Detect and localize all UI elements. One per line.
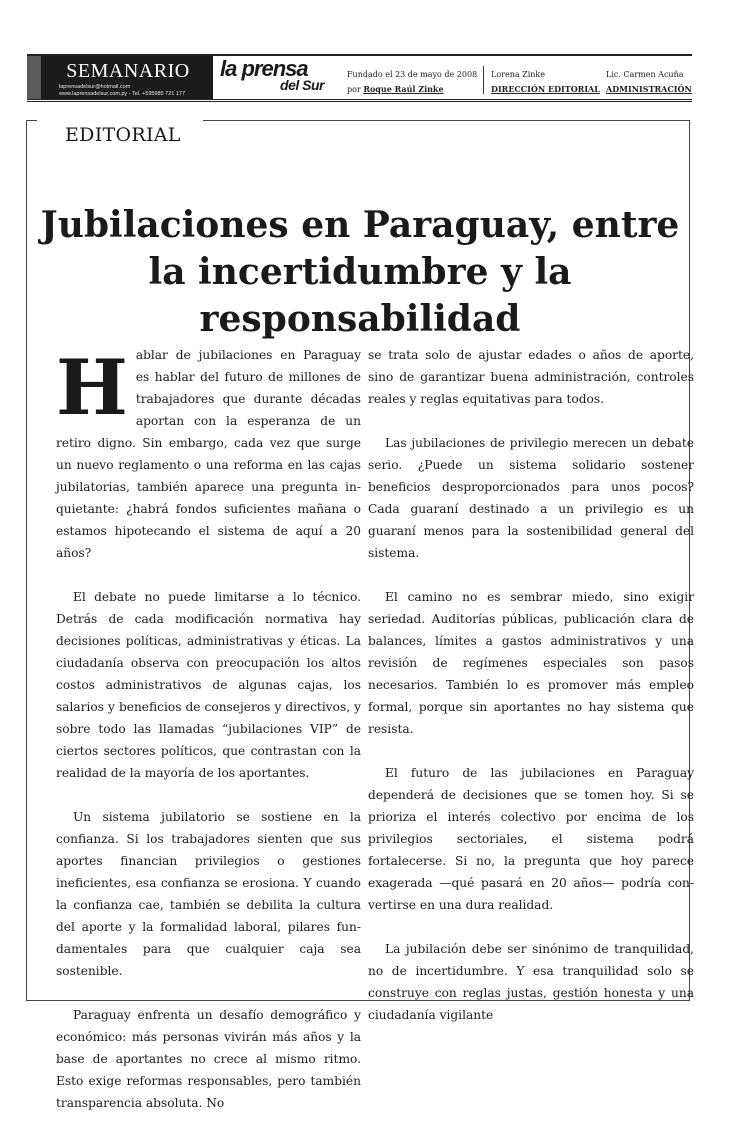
logo-text-top: la prensa xyxy=(220,56,308,81)
contact-web-phone: www.laprensadelsur.com.py - Tel. +595985 721 177 xyxy=(59,91,186,97)
contact-email: laprensadelsur@hotmail.com xyxy=(59,84,131,90)
contact-info xyxy=(59,84,185,98)
article-paragraph: El camino no es sembrar miedo, sino exigir seriedad. Auditorías públicas, publicación clara de balances, límites a gastos administrativos y una revisión de regímenes especiales son pasos necesarios. También lo es promover más empleo formal, porque sin aportantes no hay sistema que resista. xyxy=(368,590,694,736)
newspaper-logo xyxy=(220,58,332,98)
article-paragraph: La jubilación debe ser sinónimo de tranquilidad, no de incertidumbre. Y esa tranquilidad solo se construye con reglas justas, gestión honesta y una ciudadanía vigilante xyxy=(368,942,694,1022)
masthead-bottom-rule xyxy=(27,99,692,100)
article-paragraph: Las jubilaciones de privilegio merecen un debate serio. ¿Puede un sistema solidario sostener beneficios desproporcionados para unos pocos? Cada guaraní destinado a un privilegio es un guaraní menos para la sostenibilidad general del sistema. xyxy=(368,436,694,560)
masthead-divider xyxy=(483,66,484,94)
editor-name: Lorena Zinke xyxy=(491,70,546,79)
drop-cap: H xyxy=(56,343,128,432)
founder-name: Roque Raúl Zinke xyxy=(363,84,444,94)
article-headline: Jubilaciones en Paraguay, entre la incertidumbre y la responsabilidad xyxy=(40,204,680,341)
founded-date: Fundado el 23 de mayo de 2008 xyxy=(347,70,478,79)
masthead-bottom-rule-2 xyxy=(27,101,692,102)
founder-line xyxy=(347,84,444,95)
editor-role xyxy=(491,84,600,95)
section-label: EDITORIAL xyxy=(37,116,203,154)
semanario-banner xyxy=(27,56,213,99)
admin-name: Lic. Carmen Acuña xyxy=(606,70,684,79)
article-paragraph: Un sistema jubilatorio se sostiene en la confianza. Si los trabajadores sienten que sus aportes financian privilegios o gestiones ineficientes, esa confianza se erosiona. Y cuando la confianza cae, también se debilita la cultura del aporte y la formalidad laboral, pilares fundamentales para que cualquier caja sea sostenible. xyxy=(56,810,361,978)
article-paragraph xyxy=(56,344,361,564)
article-paragraph: se trata solo de ajustar edades o años de aporte, sino de garantizar buena administración, controles reales y reglas equitativas para todos. xyxy=(368,348,694,406)
article-column-left xyxy=(56,344,361,1136)
founder-prefix: por xyxy=(347,85,361,94)
semanario-title: SEMANARIO xyxy=(66,60,190,82)
banner-accent xyxy=(27,56,41,99)
article-paragraph: El futuro de las jubilaciones en Paraguay dependerá de decisiones que se tomen hoy. Si se prioriza el interés colectivo por encima de los privilegios sectoriales, el sistema podrá fortalecerse. Si no, la pregunta que hoy parece exagerada —qué pasará en 20 años— podría convertirse en una dura realidad. xyxy=(368,766,694,912)
article-paragraph: El debate no puede limitarse a lo técnico. Detrás de cada modificación normativa hay decisiones políticas, administrativas y éticas. La ciudadanía observa con preocupación los altos costos administrativos de algunas cajas, los salarios y beneficios de consejeros y directivos, y sobre todo las llamadas “jubilaciones VIP” de ciertos sectores políticos, que contrastan con la realidad de la mayoría de los aportantes. xyxy=(56,590,361,780)
admin-role xyxy=(606,84,692,95)
article-column-right xyxy=(368,344,694,1048)
editor-role-text: DIRECCIÓN EDITORIAL xyxy=(491,84,600,94)
logo-text-bottom: del Sur xyxy=(280,77,324,93)
paragraph-text: ablar de jubilaciones en Paraguay es hablar del futuro de millones de trabajadores que durante décadas aportan con la esperanza de un retiro digno. Sin embargo, cada vez que surge un nuevo reglamento o una reforma en las cajas jubilatorias, también aparece una pregunta inquietante: ¿habrá fondos suficientes mañana o estamos hipotecando el sistema de aquí a 20 años? xyxy=(56,348,361,560)
article-paragraph: Paraguay enfrenta un desafío demográfico y económico: más personas vivirán más años y la base de aportantes no crece al mismo ritmo. Esto exige reformas responsables, pero también transparencia absoluta. No xyxy=(56,1008,361,1110)
admin-role-text: ADMINISTRACIÓN xyxy=(606,84,692,94)
